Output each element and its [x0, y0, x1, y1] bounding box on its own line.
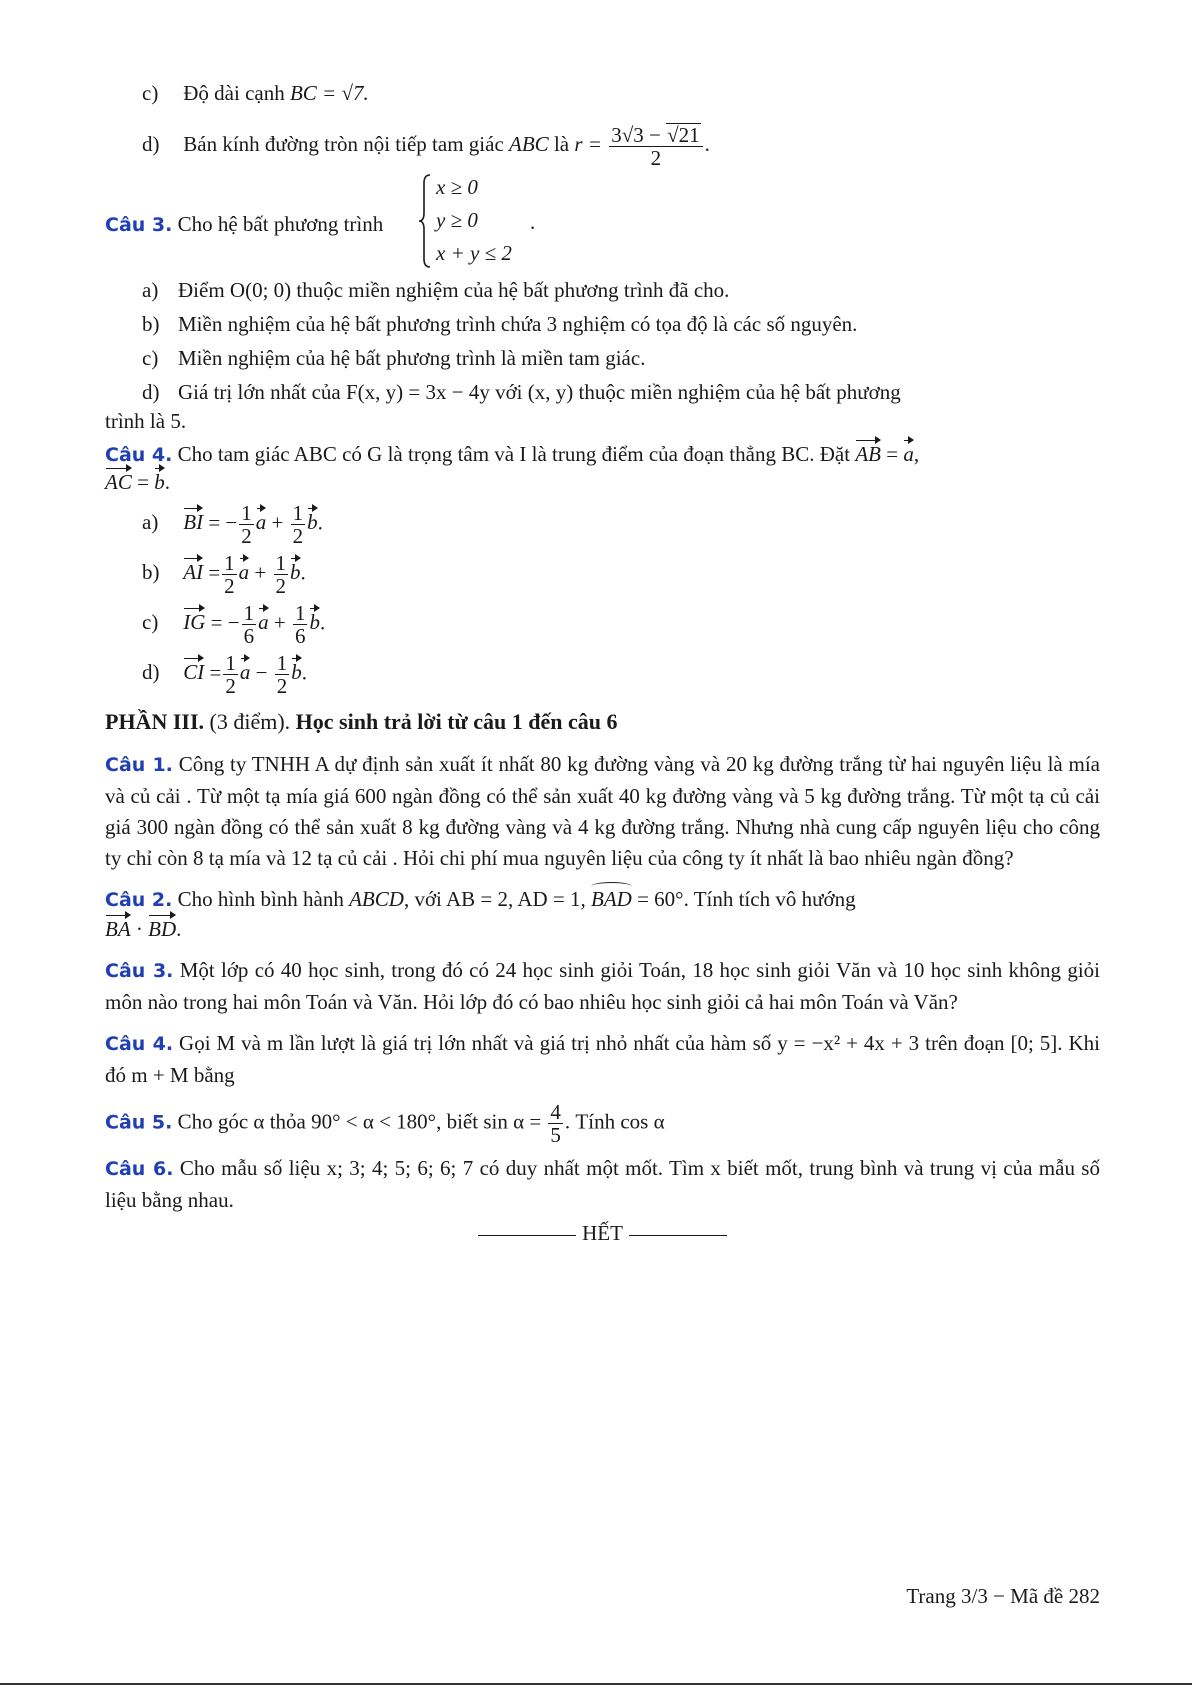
- question-text: Cho hệ bất phương trình: [177, 212, 384, 236]
- period: .: [176, 917, 182, 941]
- fraction-denominator: 2: [224, 574, 235, 598]
- inequality-system: [418, 171, 512, 270]
- vector-a: a: [256, 507, 267, 538]
- sign: = −: [208, 510, 238, 535]
- question-number: Câu 4.: [105, 444, 173, 466]
- q4-option-d: d) CI = $\frac{1}{2}$ a − $\frac{1}{2}$ b.: [142, 651, 307, 698]
- q3-option-b: [105, 309, 1100, 340]
- option-expr: BC = √7.: [289, 81, 369, 105]
- numerator-a: 3√3 −: [611, 123, 667, 147]
- q4-stem: Câu 4. Cho tam giác ABC có G là trọng tâm và I là trung điểm của đoạn thẳng BC. Đặt AB = a,: [105, 439, 1100, 471]
- q4-option-b: b) AI = $\frac{1}{2}$ a + $\frac{1}{2}$ b.: [142, 551, 306, 598]
- q4-option-a: a) BI = − $\frac{1}{2}$ a + $\frac{1}{2}$ b.: [142, 501, 323, 548]
- question-number: Câu 1.: [105, 754, 173, 776]
- period: .: [704, 131, 710, 156]
- fraction-numerator: 1: [225, 651, 236, 675]
- fraction-denominator: 2: [276, 674, 288, 698]
- fraction-denominator: 6: [294, 624, 306, 648]
- vector-a: a: [258, 607, 269, 638]
- part-points: (3 điểm).: [209, 709, 291, 734]
- option-text: Bán kính đường tròn nội tiếp tam giác: [183, 131, 504, 156]
- question-number: Câu 2.: [105, 889, 173, 911]
- vector-ac: AC: [105, 467, 132, 498]
- inequality-1: x ≥ 0: [436, 175, 478, 199]
- sign: =: [209, 660, 222, 685]
- vector-a: a: [240, 657, 251, 688]
- option-text: Miền nghiệm của hệ bất phương trình là miền tam giác.: [178, 346, 646, 370]
- option-label: d): [142, 380, 160, 404]
- vector-a: a: [903, 439, 914, 470]
- question-number: Câu 5.: [105, 1111, 173, 1134]
- option-text-continued: trình là 5.: [105, 409, 187, 433]
- question-text: Một lớp có 40 học sinh, trong đó có 24 học sinh giỏi Toán, 18 học sinh giỏi Văn và 10 học sinh không giỏi môn nào trong hai môn Toán và Văn. Hỏi lớp đó có bao nhiêu học sinh giỏi cả hai môn Toán và Văn?: [105, 958, 1101, 1014]
- q3-stem: [105, 171, 1100, 275]
- fraction-denominator: 2: [225, 674, 236, 698]
- vector-bd: BD: [148, 914, 176, 945]
- question-text: Cho góc α thỏa 90° < α < 180°, biết sin α =: [177, 1109, 542, 1134]
- question-text: Cho hình bình hành: [177, 887, 344, 911]
- p3-question-5: [105, 1101, 1100, 1149]
- sin-fraction: [548, 1101, 563, 1146]
- vector-bi: BI: [183, 507, 203, 538]
- fraction-numerator: 1: [224, 551, 235, 575]
- fraction-denominator: 2: [241, 524, 252, 548]
- fraction-numerator: 4: [550, 1100, 561, 1124]
- fraction-denominator: 6: [243, 624, 255, 648]
- q3-option-d-cont: [105, 406, 1100, 437]
- option-text-la: là: [553, 131, 570, 156]
- end-marker: [105, 1218, 1100, 1249]
- end-dash-right: [629, 1235, 727, 1236]
- system-dot: .: [530, 210, 536, 234]
- q4-option-c: c) IG = − $\frac{1}{6}$ a + $\frac{1}{6}$ b.: [142, 601, 326, 648]
- q3-stem-text: [105, 209, 383, 241]
- sign: +: [273, 610, 286, 635]
- question-text: Cho mẫu số liệu x; 3; 4; 5; 6; 6; 7 có duy nhất một mốt. Tìm x biết mốt, trung bình và trung vị của mẫu số liệu bằng nhau.: [105, 1156, 1100, 1212]
- inequality-3: x + y ≤ 2: [436, 241, 512, 265]
- vector-b: b: [307, 507, 318, 538]
- dot-operator: ·: [135, 917, 143, 941]
- q3-option-d: [105, 377, 1100, 408]
- fraction-denominator: 2: [650, 146, 662, 170]
- fraction-denominator: 5: [550, 1123, 561, 1147]
- option-label: c): [142, 81, 159, 105]
- fraction-denominator: 2: [292, 524, 304, 548]
- sign: =: [208, 560, 221, 585]
- question-text-b: . Tính cos α: [564, 1109, 665, 1134]
- angle-bad: BAD: [591, 884, 632, 915]
- vector-ba: BA: [105, 914, 131, 945]
- question-number: Câu 3.: [105, 214, 173, 236]
- p3-question-3: [105, 955, 1100, 1018]
- radius-symbol: r =: [574, 131, 602, 156]
- question-number: Câu 6.: [105, 1158, 174, 1180]
- vector-ci: CI: [183, 657, 204, 688]
- part3-heading: [105, 706, 1100, 737]
- inequality-2: y ≥ 0: [436, 208, 478, 232]
- option-label: c): [142, 610, 159, 635]
- sign: −: [255, 660, 268, 685]
- option-text: Điểm O(0; 0) thuộc miền nghiệm của hệ bất phương trình đã cho.: [178, 278, 730, 302]
- option-label: d): [142, 131, 160, 156]
- fraction-numerator: 1: [294, 601, 306, 625]
- part-instruction: Học sinh trả lời từ câu 1 đến câu 6: [295, 709, 618, 734]
- p3-question-1: [105, 749, 1100, 874]
- option-label: c): [142, 346, 159, 370]
- end-text: HẾT: [582, 1221, 623, 1245]
- numerator-b: √21: [667, 123, 700, 147]
- vector-b: b: [309, 607, 320, 638]
- q2-option-c: [105, 78, 1100, 109]
- p3-question-2: [105, 884, 1100, 945]
- option-label: b): [142, 312, 160, 336]
- question-text-c: = 60°. Tính tích vô hướng: [637, 887, 856, 911]
- q4-stem-cont: AC = b.: [105, 467, 1100, 498]
- option-label: b): [142, 560, 160, 585]
- left-brace-icon: [418, 173, 432, 269]
- fraction-numerator: 1: [276, 651, 288, 675]
- vector-a: a: [239, 557, 250, 588]
- question-text: Gọi M và m lần lượt là giá trị lớn nhất và giá trị nhỏ nhất của hàm số y = −x² + 4x + 3 trên đoạn [0; 5]. Khi đó m + M bằng: [105, 1031, 1100, 1087]
- option-text: Giá trị lớn nhất của F(x, y) = 3x − 4y với (x, y) thuộc miền nghiệm của hệ bất phương: [178, 380, 901, 404]
- vector-b: b: [154, 467, 165, 498]
- option-label: d): [142, 660, 160, 685]
- part-title: PHẦN III.: [105, 709, 205, 734]
- fraction-denominator: 2: [275, 574, 287, 598]
- option-text: Miền nghiệm của hệ bất phương trình chứa 3 nghiệm có tọa độ là các số nguyên.: [178, 312, 858, 336]
- q3-option-c: [105, 343, 1100, 374]
- radius-fraction: [609, 123, 702, 169]
- vector-ab: AB: [855, 439, 881, 470]
- fraction-numerator: 1: [243, 601, 255, 625]
- triangle-name: ABC: [509, 131, 549, 156]
- vector-b: b: [290, 557, 301, 588]
- p3-question-6: [105, 1153, 1100, 1216]
- option-label: a): [142, 510, 159, 535]
- fraction-numerator: 1: [275, 551, 287, 575]
- parallelogram-name: ABCD: [349, 887, 404, 911]
- question-text: Công ty TNHH A dự định sản xuất ít nhất 80 kg đường vàng và 20 kg đường trắng từ hai nguyên liệu là mía và củ cải . Từ một tạ mía giá 600 ngàn đồng có thể sản xuất 40 kg đường vàng và 5 kg đường trắng. Từ một tạ củ cải giá 300 ngàn đồng có thể sản xuất 8 kg đường vàng và 4 kg đường trắng. Nhưng nhà cung cấp nguyên liệu cho công ty chỉ còn 8 tạ mía và 12 tạ củ cải . Hỏi chi phí mua nguyên liệu của công ty ít nhất là bao nhiêu ngàn đồng?: [105, 752, 1100, 870]
- q2-option-d: [105, 123, 1100, 169]
- question-text-b: , với AB = 2, AD = 1,: [403, 887, 586, 911]
- fraction-numerator: 1: [292, 501, 304, 525]
- sign: +: [254, 560, 267, 585]
- p3-question-4: [105, 1028, 1100, 1091]
- fraction-numerator: [609, 123, 702, 147]
- fraction-numerator: 1: [241, 501, 252, 525]
- page-footer: Trang 3/3 − Mã đề 282: [906, 1584, 1100, 1608]
- exam-page: [105, 78, 1100, 1249]
- question-number: Câu 4.: [105, 1033, 174, 1055]
- vector-ig: IG: [183, 607, 205, 638]
- sign: +: [271, 510, 284, 535]
- question-number: Câu 3.: [105, 960, 174, 982]
- option-label: a): [142, 278, 159, 302]
- option-text: Độ dài cạnh: [183, 81, 285, 105]
- vector-ai: AI: [183, 557, 203, 588]
- q3-option-a: [105, 275, 1100, 306]
- sign: = −: [210, 610, 240, 635]
- end-dash-left: [478, 1235, 576, 1236]
- vector-b: b: [291, 657, 302, 688]
- question-text: Cho tam giác ABC có G là trọng tâm và I là trung điểm của đoạn thẳng BC. Đặt: [177, 442, 851, 466]
